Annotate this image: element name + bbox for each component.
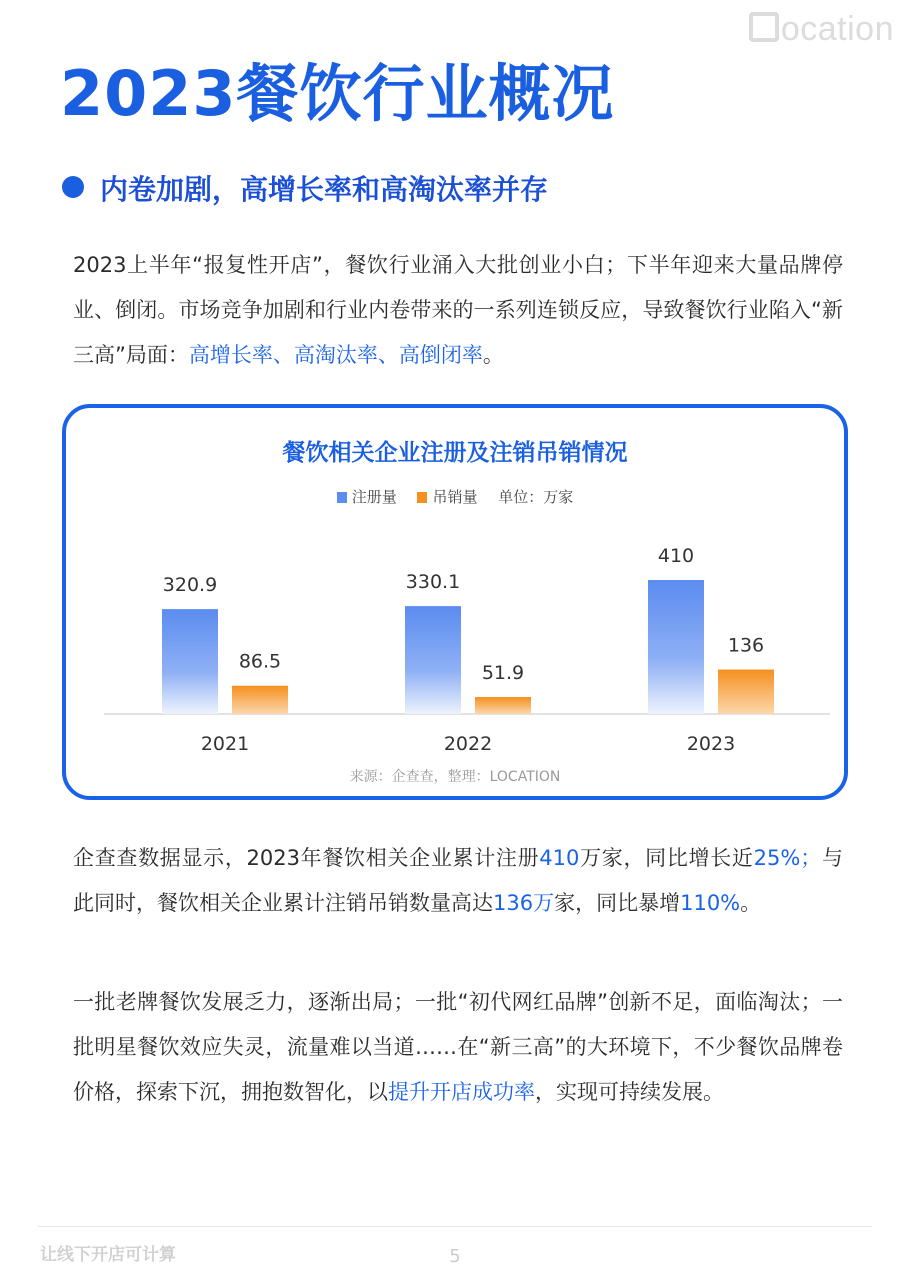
bar-revoked-2023: [718, 670, 774, 714]
highlight-text: 110%: [680, 891, 741, 915]
chart-source: 来源：企查查，整理：LOCATION: [349, 769, 561, 785]
highlight-text: 提升开店成功率: [388, 1080, 535, 1104]
highlight-text: 25%；: [753, 846, 822, 870]
brand-logo: [749, 10, 894, 49]
stats-paragraph: [73, 836, 843, 926]
intro-end: 。: [482, 343, 504, 367]
category-label: 2022: [443, 733, 493, 755]
data-label: 86.5: [238, 650, 282, 673]
bar-revoked-2022: [475, 697, 531, 714]
bar-registered-2021: [162, 609, 218, 714]
bar-revoked-2021: [232, 686, 288, 714]
data-label: 320.9: [162, 574, 218, 597]
brand-logo-text: ocation: [780, 10, 894, 48]
intro-text: 2023上半年“报复性开店”，餐饮行业涌入大批创业小白；下半年迎来大量品牌停业、倒闭。市场竞争加剧和行业内卷带来的一系列连锁反应，导致餐饮行业陷入“新三高”局面：: [73, 253, 843, 367]
body-text: ，实现可持续发展。: [535, 1080, 724, 1104]
highlight-text: 410: [539, 846, 580, 870]
footer-divider: [38, 1226, 872, 1227]
body-text: 家，同比暴增: [554, 891, 681, 915]
legend-label-revoked: 吊销量: [432, 488, 478, 506]
chart-card: [62, 404, 848, 800]
body-text: 万家，同比增长近: [579, 846, 754, 870]
data-label: 51.9: [481, 662, 525, 685]
page-number: 5: [449, 1246, 461, 1267]
bar-registered-2022: [405, 606, 461, 714]
legend-label-registered: 注册量: [351, 488, 397, 506]
conclusion-paragraph: [73, 980, 843, 1115]
bar-registered-2023: [648, 580, 704, 714]
body-text: 企查查数据显示，2023年餐饮相关企业累计注册: [73, 846, 540, 870]
chart-title: 餐饮相关企业注册及注销吊销情况: [282, 440, 628, 466]
bar-chart: [66, 408, 844, 796]
legend-unit: 单位：万家: [498, 488, 574, 506]
square-l-icon: [749, 12, 779, 42]
category-label: 2023: [686, 733, 736, 755]
body-text: 一批老牌餐饮发展乏力，逐渐出局；一批“初代网红品牌”创新不足，面临淘汰；一批明星餐饮效应失灵，流量难以当道……在“新三高”的大环境下，不少餐饮品牌卷价格，探索下沉，拥抱数智化，以: [73, 990, 843, 1104]
data-label: 136: [727, 634, 765, 657]
body-text: 与此同时，餐饮相关企业累计注销吊销数量高达: [73, 846, 844, 915]
highlight-text: 136万: [493, 891, 555, 915]
data-label: 410: [657, 545, 695, 567]
intro-paragraph: [73, 243, 843, 378]
section-subheading: [62, 168, 548, 208]
intro-highlight: 高增长率、高淘汰率、高倒闭率: [188, 343, 483, 367]
footer-slogan: 让线下开店可计算: [40, 1245, 176, 1265]
body-text: 。: [740, 891, 762, 915]
page-title: 2023餐饮行业概况: [60, 57, 615, 130]
subheading-text: 内卷加剧，高增长率和高淘汰率并存: [100, 173, 549, 206]
category-label: 2021: [200, 733, 250, 755]
data-label: 330.1: [405, 571, 461, 594]
bullet-dot-icon: [62, 176, 84, 198]
